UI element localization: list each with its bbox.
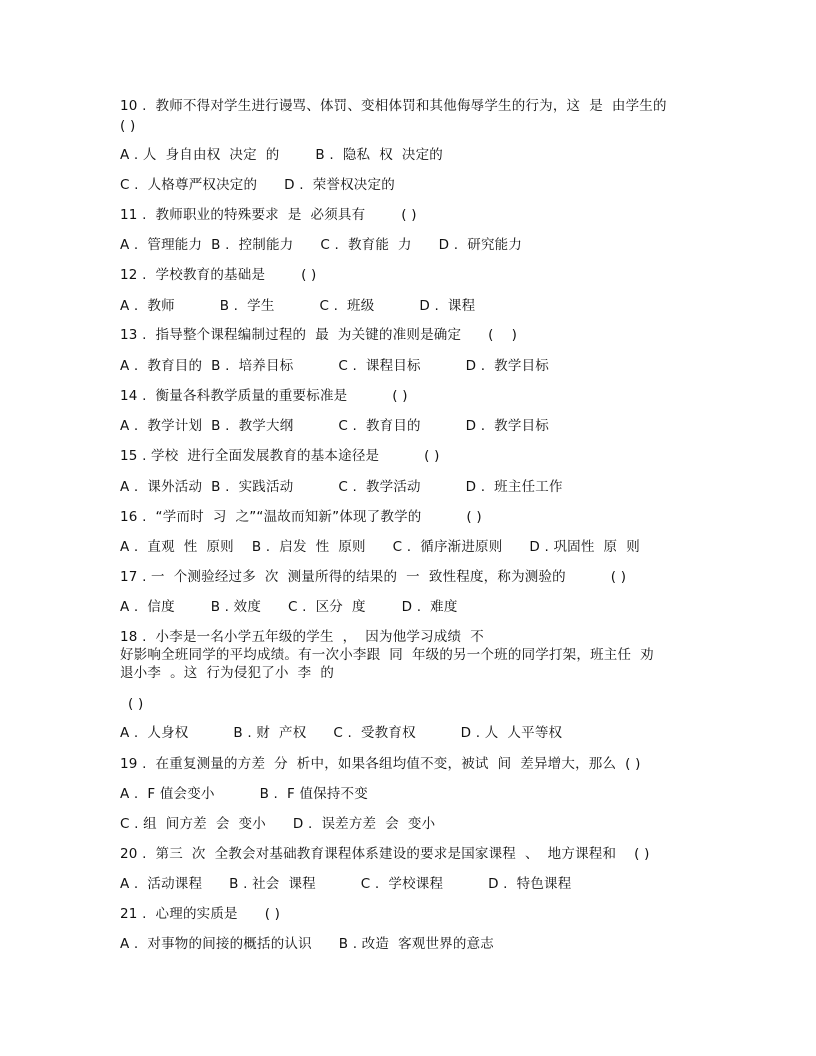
q10-options-ab: A . 人 身自由权 决定 的 B . 隐私 权 决定的 [120, 147, 443, 163]
q17-stem: 17 . 一 个测验经过多 次 测量所得的结果的 一 致性程度，称为测验的 ( ) [120, 569, 627, 585]
q12-stem: 12 . 学校教育的基础是 ( ) [120, 267, 317, 283]
q20-options: A . 活动课程 B . 社会 课程 C . 学校课程 D . 特色课程 [120, 876, 572, 892]
q13-options: A . 教育目的 B . 培养目标 C . 课程目标 D . 教学目标 [120, 358, 549, 374]
q12-options: A . 教师 B . 学生 C . 班级 D . 课程 [120, 298, 476, 314]
q20-stem: 20 . 第三 次 全教会对基础教育课程体系建设的要求是国家课程 、 地方课程和 ( ) [120, 846, 650, 862]
q14-options: A . 教学计划 B . 教学大纲 C . 教育目的 D . 教学目标 [120, 418, 549, 434]
q19-options-cd: C . 组 间方差 会 变小 D . 误差方差 会 变小 [120, 816, 436, 832]
q18-stem-line3: 退小李 。这 行为侵犯了小 李 的 [120, 665, 335, 681]
q11-stem: 11 . 教师职业的特殊要求 是 必须具有 ( ) [120, 207, 417, 223]
q15-stem: 15 . 学校 进行全面发展教育的基本途径是 ( ) [120, 448, 440, 464]
q16-stem: 16 . “学而时 习 之”“温故而知新”体现了教学的 ( ) [120, 509, 482, 525]
q14-stem: 14 . 衡量各科教学质量的重要标准是 ( ) [120, 388, 408, 404]
q10-options-cd: C . 人格尊严权决定的 D . 荣誉权决定的 [120, 177, 395, 193]
q18-stem-line1: 18 . 小李是一名小学五年级的学生 ， 因为他学习成绩 不 [120, 629, 484, 645]
q10-blank: ( ) [120, 118, 136, 134]
q18-blank: ( ) [128, 696, 144, 712]
q18-stem-line2: 好影响全班同学的平均成绩。有一次小李跟 同 年级的另一个班的同学打架，班主任 劝 [120, 647, 654, 663]
q17-options: A . 信度 B . 效度 C . 区分 度 D . 难度 [120, 599, 458, 615]
q13-stem: 13 . 指导整个课程编制过程的 最 为关键的准则是确定 ( ) [120, 327, 518, 343]
q19-options-ab: A . F 值会变小 B . F 值保持不变 [120, 786, 368, 802]
q19-stem: 19 . 在重复测量的方差 分 析中，如果各组均值不变，被试 间 差异增大，那么 ( ) [120, 756, 641, 772]
q15-options: A . 课外活动 B . 实践活动 C . 教学活动 D . 班主任工作 [120, 479, 563, 495]
q21-options-ab: A . 对事物的间接的概括的认识 B . 改造 客观世界的意志 [120, 936, 494, 952]
q21-stem: 21 . 心理的实质是 ( ) [120, 906, 281, 922]
q18-options: A . 人身权 B . 财 产权 C . 受教育权 D . 人 人平等权 [120, 725, 563, 741]
q11-options: A . 管理能力 B . 控制能力 C . 教育能 力 D . 研究能力 [120, 237, 523, 253]
q16-options: A . 直观 性 原则 B . 启发 性 原则 C . 循序渐进原则 D . 巩固性 原 则 [120, 539, 640, 555]
q10-stem: 10 . 教师不得对学生进行谩骂、体罚、变相体罚和其他侮辱学生的行为，这 是 由学生的 [120, 98, 667, 114]
